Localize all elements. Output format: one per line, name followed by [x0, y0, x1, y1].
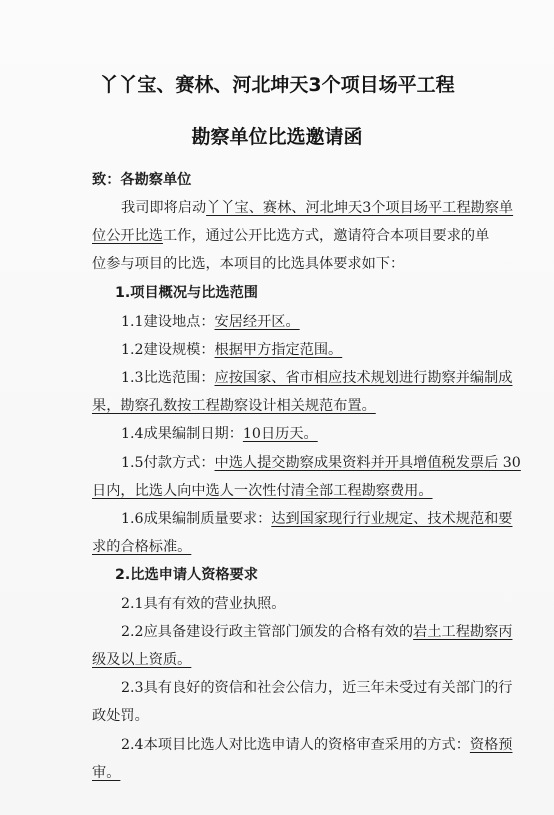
item-label: 1.1建设地点： [121, 314, 215, 330]
item-label: 1.4成果编制日期： [121, 426, 243, 442]
intro-line-1 [121, 198, 513, 218]
intro-project-name: 丫丫宝、赛林、河北坤天3个项目场平工程勘察单 [206, 200, 514, 216]
section-1-heading: 1.项目概况与比选范围 [115, 285, 258, 301]
item-value: 果，勘察孔数按工程勘察设计相关规范布置。 [92, 398, 376, 414]
item-label: 1.2建设规模： [121, 342, 215, 358]
item-text: 2.2应具备建设行政主管部门颁发的合格有效的 [121, 624, 414, 640]
item-1-5-line-2 [92, 481, 433, 501]
item-1-5-line-1 [121, 453, 521, 473]
item-value: 日内，比选人向中选人一次性付清全部工程勘察费用。 [92, 483, 433, 499]
item-value: 根据甲方指定范围。 [214, 342, 343, 358]
item-value: 审。 [92, 765, 121, 781]
item-2-3-line-1: 2.3具有良好的资信和社会公信力，近三年未受过有关部门的行 [121, 680, 513, 696]
item-2-1: 2.1具有有效的营业执照。 [121, 596, 286, 612]
item-value: 岩土工程勘察丙 [413, 624, 513, 640]
item-1-3-line-2 [92, 396, 376, 416]
item-text: 2.4本项目比选人对比选申请人的资格审查采用的方式： [121, 737, 470, 753]
item-label: 1.6成果编制质量要求： [121, 511, 272, 527]
intro-selection: 位公开比选 [92, 228, 163, 244]
item-value: 应按国家、省市相应技术规划进行勘察并编制成 [214, 370, 513, 386]
item-1-4 [121, 424, 318, 444]
item-2-3-line-2: 政处罚。 [92, 708, 149, 724]
item-2-4-line-2 [92, 763, 120, 783]
intro-text: 我司即将启动 [121, 200, 207, 216]
item-2-2-line-1 [121, 622, 512, 642]
item-value: 资格预 [469, 737, 513, 753]
item-value: 级及以上资质。 [92, 652, 192, 668]
item-1-6-line-2 [92, 537, 191, 557]
item-2-2-line-2 [92, 650, 191, 670]
item-1-1 [121, 312, 300, 332]
item-label: 1.3比选范围： [121, 370, 215, 386]
item-value: 10日历天。 [242, 426, 318, 442]
document-title-line-2: 勘察单位比选邀请函 [191, 126, 363, 148]
item-1-3-line-1 [121, 368, 512, 388]
item-value: 中选人提交勘察成果资料并开具增值税发票后 30 [214, 455, 521, 471]
section-2-heading: 2.比选申请人资格要求 [115, 567, 258, 583]
item-1-6-line-1 [121, 509, 512, 529]
item-label: 1.5付款方式： [121, 455, 215, 471]
item-value: 求的合格标准。 [92, 539, 192, 555]
intro-text: 工作，通过公开比选方式，邀请符合本项目要求的单 [162, 228, 490, 244]
item-value: 达到国家现行行业规定、技术规范和要 [271, 511, 513, 527]
item-value: 安居经开区。 [214, 314, 300, 330]
item-1-2 [121, 340, 342, 360]
salutation: 致：各勘察单位 [92, 172, 192, 188]
intro-line-2 [92, 226, 489, 246]
document-title-line-1: 丫丫宝、赛林、河北坤天3个项目场平工程 [99, 74, 455, 96]
intro-line-3: 位参与项目的比选，本项目的比选具体要求如下： [92, 256, 405, 272]
item-2-4-line-1 [121, 735, 512, 755]
